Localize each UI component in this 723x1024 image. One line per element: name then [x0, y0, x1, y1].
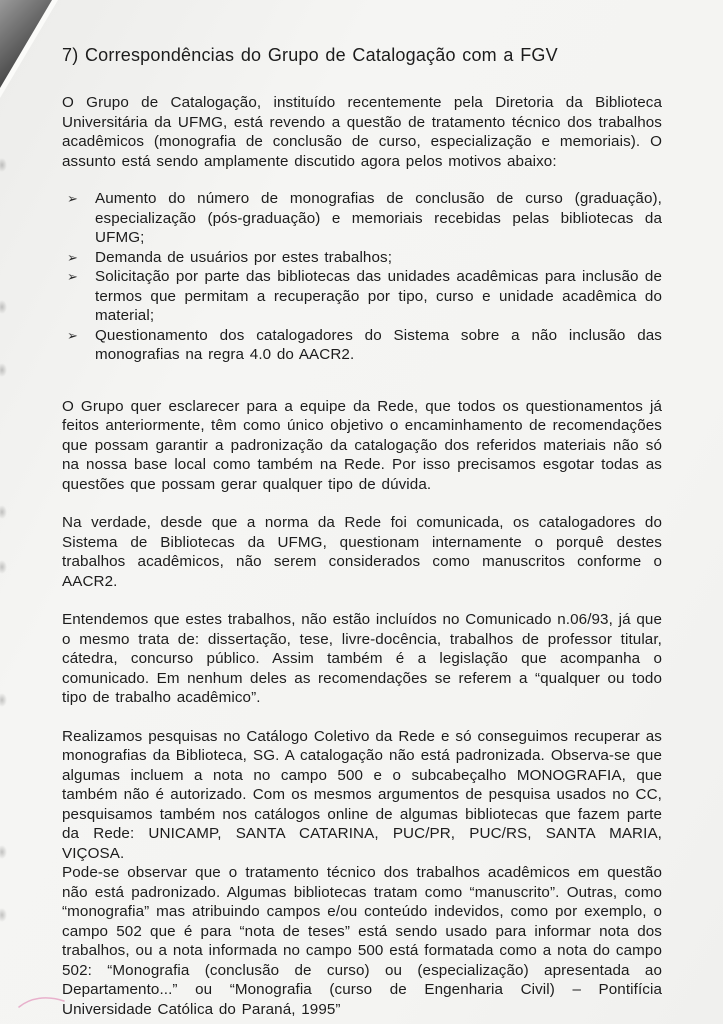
paragraph: Realizamos pesquisas no Catálogo Coletivo da Rede e só conseguimos recuperar as monografias da Biblioteca, SG. A catalogação não está padronizada. Observa-se que algumas incluem a nota no campo 500 e o subcabeçalho MONOGRAFIA, que também não é autorizado. Com os mesmos argumentos de pesquisa usados no CC, pesquisamos também nos catálogos online de algumas bibliotecas que fazem parte da Rede: UNICAMP, SANTA CATARINA, PUC/PR, PUC/RS, SANTA MARIA, VIÇOSA.	[62, 727, 662, 862]
bullet-text: Questionamento dos catalogadores do Sistema sobre a não inclusão das monografias na regra 4.0 do AACR2.	[95, 326, 662, 363]
scan-smudge	[0, 363, 7, 377]
scan-smudge	[0, 845, 7, 859]
scan-smudge	[0, 560, 7, 574]
arrow-bullet-icon: ➢	[67, 191, 78, 206]
bullet-item	[62, 248, 662, 268]
arrow-bullet-icon: ➢	[67, 327, 78, 343]
paragraph: O Grupo quer esclarecer para a equipe da Rede, que todos os questionamentos já feitos anteriormente, têm como único objetivo o encaminhamento de recomendações que possam garantir a padronização da catalogação dos referidos materiais não só na nossa base local como também na Rede. Por isso precisamos esgotar todas as questões que possam gerar qualquer tipo de dúvida.	[62, 397, 662, 493]
arrow-bullet-icon: ➢	[67, 269, 78, 284]
paragraph: Pode-se observar que o tratamento técnico dos trabalhos acadêmicos em questão não está padronizado. Algumas bibliotecas tratam como “manuscrito”. Outras, como “monografia” mas atribuindo campos e/ou conteúdo indevidos, como por exemplo, o campo 502 que é para “nota de teses” está sendo usado para informar nota dos trabalhos, ou a nota informada no campo 500 está formatada como a nota do campo 502: “Monografia (conclusão de curso) ou (especialização) apresentada ao Departamento...” ou “Monografia (curso de Engenharia Civil) – Pontifícia Universidade Católica do Paraná, 1995”	[62, 864, 662, 1018]
bullet-text: Demanda de usuários por estes trabalhos;	[95, 248, 393, 266]
arrow-bullet-icon: ➢	[67, 249, 78, 265]
paragraph: Na verdade, desde que a norma da Rede foi comunicada, os catalogadores do Sistema de Bibliotecas da UFMG, questionam internamente o porquê destes trabalhos acadêmicos, não serem considerados como manuscritos conforme o AACR2.	[62, 514, 662, 590]
section-title: 7) Correspondências do Grupo de Catalogação com a FGV	[62, 45, 558, 65]
document-body	[62, 44, 662, 1019]
scan-smudge	[0, 300, 7, 314]
bullet-item	[62, 189, 662, 248]
scan-smudge	[0, 693, 7, 707]
scan-smudge	[0, 505, 7, 519]
scan-smudge	[0, 158, 7, 172]
bullet-item	[62, 326, 662, 365]
pink-pen-mark	[16, 990, 72, 1012]
bullet-text: Solicitação por parte das bibliotecas das unidades acadêmicas para inclusão de termos que permitam a recuperação por tipo, curso e unidade acadêmica do material;	[95, 268, 662, 324]
intro-paragraph: O Grupo de Catalogação, instituído recentemente pela Diretoria da Biblioteca Universitária da UFMG, está revendo a questão de tratamento técnico dos trabalhos acadêmicos (monografia de conclusão de curso, especialização e memoriais). O assunto está sendo amplamente discutido agora pelos motivos abaixo:	[62, 94, 662, 170]
bullet-text: Aumento do número de monografias de conclusão de curso (graduação), especialização (pós-graduação) e memoriais recebidas pelas bibliotecas da UFMG;	[95, 190, 662, 246]
reasons-bullet-list	[62, 189, 662, 365]
paragraph: Entendemos que estes trabalhos, não estão incluídos no Comunicado n.06/93, já que o mesmo trata de: dissertação, tese, livre-docência, trabalhos de professor titular, cátedra, concurso público. Assim também é a legislação que acompanha o comunicado. Em nenhum deles as recomendações se referem a “qualquer ou todo tipo de trabalho acadêmico”.	[62, 611, 662, 706]
bullet-item	[62, 267, 662, 326]
scan-smudge	[0, 908, 7, 922]
